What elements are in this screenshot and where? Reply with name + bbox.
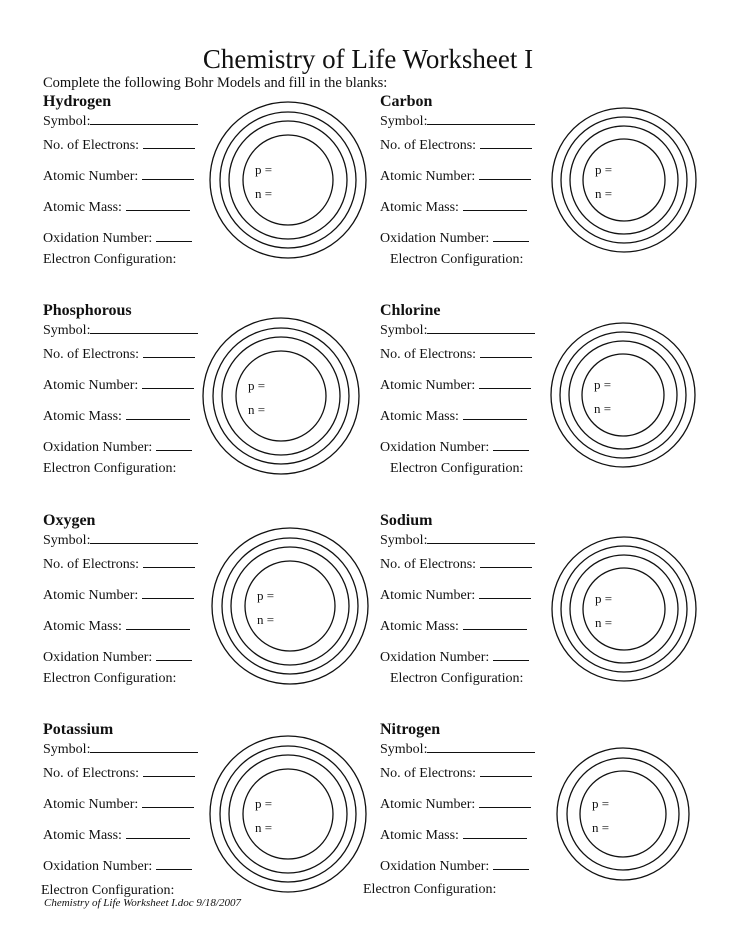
atomic-mass-blank[interactable] <box>126 616 190 630</box>
electrons-label: No. of Electrons: <box>380 347 477 362</box>
oxidation-field <box>380 437 529 456</box>
electrons-field <box>380 344 532 363</box>
atomic-number-label: Atomic Number: <box>43 797 139 812</box>
electron-shell-ring <box>551 323 695 467</box>
neutrons-label: n = <box>255 820 273 835</box>
symbol-field <box>380 530 535 549</box>
bohr-model <box>545 721 705 911</box>
electron-shell-ring <box>560 332 686 458</box>
element-block <box>380 512 736 717</box>
atomic-number-field <box>43 166 194 185</box>
electrons-field <box>43 135 195 154</box>
symbol-field <box>380 739 535 758</box>
configuration-label: Electron Configuration: <box>43 252 177 267</box>
electron-shell-ring <box>552 108 696 252</box>
nucleus-ring <box>236 351 326 441</box>
symbol-blank[interactable] <box>427 739 535 753</box>
atomic-mass-label: Atomic Mass: <box>43 619 122 634</box>
symbol-blank[interactable] <box>427 320 535 334</box>
symbol-label: Symbol: <box>43 533 91 548</box>
oxidation-label: Oxidation Number: <box>43 231 153 246</box>
element-block <box>43 302 403 507</box>
nucleus-ring <box>583 568 665 650</box>
atomic-mass-label: Atomic Mass: <box>380 200 459 215</box>
atomic-mass-blank[interactable] <box>126 197 190 211</box>
electron-shell-ring <box>222 337 340 455</box>
atomic-mass-field <box>380 616 527 635</box>
oxidation-blank[interactable] <box>493 647 529 661</box>
configuration-field <box>390 252 523 268</box>
protons-label: p = <box>592 796 610 811</box>
neutrons-label: n = <box>248 402 266 417</box>
symbol-blank[interactable] <box>90 320 198 334</box>
neutrons-label: n = <box>594 401 612 416</box>
symbol-label: Symbol: <box>380 323 428 338</box>
electrons-field <box>380 135 532 154</box>
atomic-mass-field <box>43 825 190 844</box>
bohr-model <box>208 93 368 283</box>
symbol-label: Symbol: <box>43 114 91 129</box>
electrons-blank[interactable] <box>143 554 195 568</box>
atomic-number-label: Atomic Number: <box>43 378 139 393</box>
symbol-field <box>380 111 535 130</box>
oxidation-label: Oxidation Number: <box>380 650 490 665</box>
electron-shell-ring <box>220 746 356 882</box>
oxidation-blank[interactable] <box>156 228 192 242</box>
nucleus-ring <box>582 354 664 436</box>
electrons-label: No. of Electrons: <box>43 138 140 153</box>
element-name: Sodium <box>380 512 433 529</box>
oxidation-blank[interactable] <box>156 856 192 870</box>
atomic-number-label: Atomic Number: <box>43 169 139 184</box>
element-name: Hydrogen <box>43 93 112 110</box>
element-name: Potassium <box>43 721 114 738</box>
electron-shell-ring <box>561 546 687 672</box>
oxidation-blank[interactable] <box>156 437 192 451</box>
atomic-number-field <box>43 585 194 604</box>
oxidation-label: Oxidation Number: <box>43 440 153 455</box>
electrons-blank[interactable] <box>480 763 532 777</box>
configuration-label: Electron Configuration: <box>43 461 177 476</box>
electron-shell-ring <box>210 736 366 892</box>
configuration-field <box>43 252 176 268</box>
atomic-mass-label: Atomic Mass: <box>380 828 459 843</box>
symbol-field <box>43 320 198 339</box>
neutrons-label: n = <box>592 820 610 835</box>
instructions: Complete the following Bohr Models and fill in the blanks: <box>43 75 388 91</box>
atomic-number-label: Atomic Number: <box>380 797 476 812</box>
oxidation-field <box>43 856 192 875</box>
symbol-label: Symbol: <box>380 533 428 548</box>
configuration-label: Electron Configuration: <box>363 882 497 897</box>
configuration-field <box>43 671 176 687</box>
element-name: Oxygen <box>43 512 96 529</box>
symbol-blank[interactable] <box>427 111 535 125</box>
protons-label: p = <box>595 591 613 606</box>
neutrons-label: n = <box>595 615 613 630</box>
atomic-number-field <box>380 794 531 813</box>
atomic-number-field <box>380 375 531 394</box>
electron-shell-ring <box>570 555 678 663</box>
atomic-mass-field <box>43 406 190 425</box>
atomic-mass-blank[interactable] <box>463 825 527 839</box>
electron-shell-ring <box>569 341 677 449</box>
atomic-mass-label: Atomic Mass: <box>43 828 122 843</box>
oxidation-label: Oxidation Number: <box>380 440 490 455</box>
element-name: Phosphorous <box>43 302 132 319</box>
atomic-number-blank[interactable] <box>479 166 531 180</box>
nucleus-ring <box>243 135 333 225</box>
oxidation-blank[interactable] <box>493 437 529 451</box>
electron-shell-ring <box>222 538 358 674</box>
electron-shell-ring <box>557 748 689 880</box>
atomic-number-label: Atomic Number: <box>380 378 476 393</box>
configuration-label: Electron Configuration: <box>390 461 524 476</box>
symbol-blank[interactable] <box>90 739 198 753</box>
electrons-label: No. of Electrons: <box>43 557 140 572</box>
oxidation-field <box>380 228 529 247</box>
atomic-number-blank[interactable] <box>479 585 531 599</box>
oxidation-blank[interactable] <box>493 228 529 242</box>
atomic-number-field <box>43 794 194 813</box>
atomic-mass-blank[interactable] <box>463 616 527 630</box>
oxidation-blank[interactable] <box>493 856 529 870</box>
atomic-mass-label: Atomic Mass: <box>380 619 459 634</box>
protons-label: p = <box>257 588 275 603</box>
symbol-field <box>43 530 198 549</box>
oxidation-field <box>43 437 192 456</box>
symbol-blank[interactable] <box>427 530 535 544</box>
oxidation-blank[interactable] <box>156 647 192 661</box>
oxidation-field <box>43 228 192 247</box>
atomic-mass-field <box>380 406 527 425</box>
configuration-label: Electron Configuration: <box>390 252 524 267</box>
bohr-model <box>208 721 368 911</box>
bohr-model <box>208 512 368 702</box>
electrons-label: No. of Electrons: <box>43 347 140 362</box>
configuration-field <box>43 461 176 477</box>
footer: Chemistry of Life Worksheet I.doc 9/18/2007 <box>44 897 241 909</box>
electrons-label: No. of Electrons: <box>380 557 477 572</box>
configuration-field <box>390 461 523 477</box>
electrons-field <box>380 763 532 782</box>
bohr-model <box>545 302 705 492</box>
atomic-mass-field <box>380 825 527 844</box>
protons-label: p = <box>255 162 273 177</box>
electron-shell-ring <box>570 126 678 234</box>
oxidation-label: Oxidation Number: <box>380 859 490 874</box>
atomic-number-blank[interactable] <box>142 794 194 808</box>
atomic-number-blank[interactable] <box>479 375 531 389</box>
atomic-mass-blank[interactable] <box>126 825 190 839</box>
nucleus-ring <box>245 561 335 651</box>
element-block <box>43 721 403 926</box>
electrons-field <box>43 344 195 363</box>
element-name: Chlorine <box>380 302 441 319</box>
electrons-field <box>43 554 195 573</box>
atomic-mass-label: Atomic Mass: <box>43 409 122 424</box>
oxidation-label: Oxidation Number: <box>380 231 490 246</box>
protons-label: p = <box>255 796 273 811</box>
atomic-number-blank[interactable] <box>142 585 194 599</box>
symbol-field <box>380 320 535 339</box>
neutrons-label: n = <box>257 612 275 627</box>
atomic-mass-label: Atomic Mass: <box>380 409 459 424</box>
atomic-number-label: Atomic Number: <box>380 169 476 184</box>
oxidation-field <box>43 647 192 666</box>
electrons-blank[interactable] <box>480 554 532 568</box>
configuration-label: Electron Configuration: <box>41 883 175 898</box>
oxidation-label: Oxidation Number: <box>43 650 153 665</box>
electron-shell-ring <box>203 318 359 474</box>
symbol-field <box>43 739 198 758</box>
symbol-label: Symbol: <box>43 742 91 757</box>
bohr-model <box>208 302 368 492</box>
atomic-mass-blank[interactable] <box>126 406 190 420</box>
page-title: Chemistry of Life Worksheet I <box>202 44 534 74</box>
symbol-label: Symbol: <box>380 114 428 129</box>
atomic-mass-field <box>380 197 527 216</box>
configuration-label: Electron Configuration: <box>390 671 524 686</box>
electrons-blank[interactable] <box>480 135 532 149</box>
configuration-field <box>390 671 523 687</box>
electrons-blank[interactable] <box>143 135 195 149</box>
electron-shell-ring <box>561 117 687 243</box>
symbol-field <box>43 111 198 130</box>
element-block <box>363 721 736 926</box>
atomic-mass-label: Atomic Mass: <box>43 200 122 215</box>
atomic-mass-field <box>43 197 190 216</box>
atomic-number-field <box>43 375 194 394</box>
nucleus-ring <box>580 771 666 857</box>
configuration-label: Electron Configuration: <box>43 671 177 686</box>
oxidation-field <box>380 856 529 875</box>
symbol-blank[interactable] <box>90 530 198 544</box>
atomic-number-field <box>380 166 531 185</box>
element-block <box>380 302 736 507</box>
element-block <box>380 93 736 298</box>
bohr-model <box>545 512 705 702</box>
atomic-mass-field <box>43 616 190 635</box>
atomic-number-blank[interactable] <box>142 166 194 180</box>
electron-shell-ring <box>229 121 347 239</box>
atomic-mass-blank[interactable] <box>463 197 527 211</box>
electron-shell-ring <box>210 102 366 258</box>
configuration-field <box>363 882 496 898</box>
symbol-blank[interactable] <box>90 111 198 125</box>
atomic-number-blank[interactable] <box>142 375 194 389</box>
electrons-field <box>43 763 195 782</box>
electron-shell-ring <box>567 758 679 870</box>
electron-shell-ring <box>231 547 349 665</box>
oxidation-field <box>380 647 529 666</box>
element-block <box>43 512 403 717</box>
neutrons-label: n = <box>595 186 613 201</box>
electrons-blank[interactable] <box>143 344 195 358</box>
atomic-number-label: Atomic Number: <box>43 588 139 603</box>
electrons-blank[interactable] <box>480 344 532 358</box>
protons-label: p = <box>595 162 613 177</box>
bohr-model <box>545 93 705 283</box>
atomic-number-blank[interactable] <box>479 794 531 808</box>
element-block <box>43 93 403 298</box>
nucleus-ring <box>583 139 665 221</box>
oxidation-label: Oxidation Number: <box>43 859 153 874</box>
electron-shell-ring <box>220 112 356 248</box>
symbol-label: Symbol: <box>380 742 428 757</box>
atomic-number-field <box>380 585 531 604</box>
atomic-mass-blank[interactable] <box>463 406 527 420</box>
symbol-label: Symbol: <box>43 323 91 338</box>
electrons-field <box>380 554 532 573</box>
electron-shell-ring <box>212 528 368 684</box>
electrons-label: No. of Electrons: <box>43 766 140 781</box>
electron-shell-ring <box>229 755 347 873</box>
protons-label: p = <box>594 377 612 392</box>
electrons-label: No. of Electrons: <box>380 138 477 153</box>
neutrons-label: n = <box>255 186 273 201</box>
element-name: Nitrogen <box>380 721 441 738</box>
electrons-label: No. of Electrons: <box>380 766 477 781</box>
atomic-number-label: Atomic Number: <box>380 588 476 603</box>
element-name: Carbon <box>380 93 433 110</box>
electron-shell-ring <box>552 537 696 681</box>
protons-label: p = <box>248 378 266 393</box>
electron-shell-ring <box>213 328 349 464</box>
nucleus-ring <box>243 769 333 859</box>
electrons-blank[interactable] <box>143 763 195 777</box>
